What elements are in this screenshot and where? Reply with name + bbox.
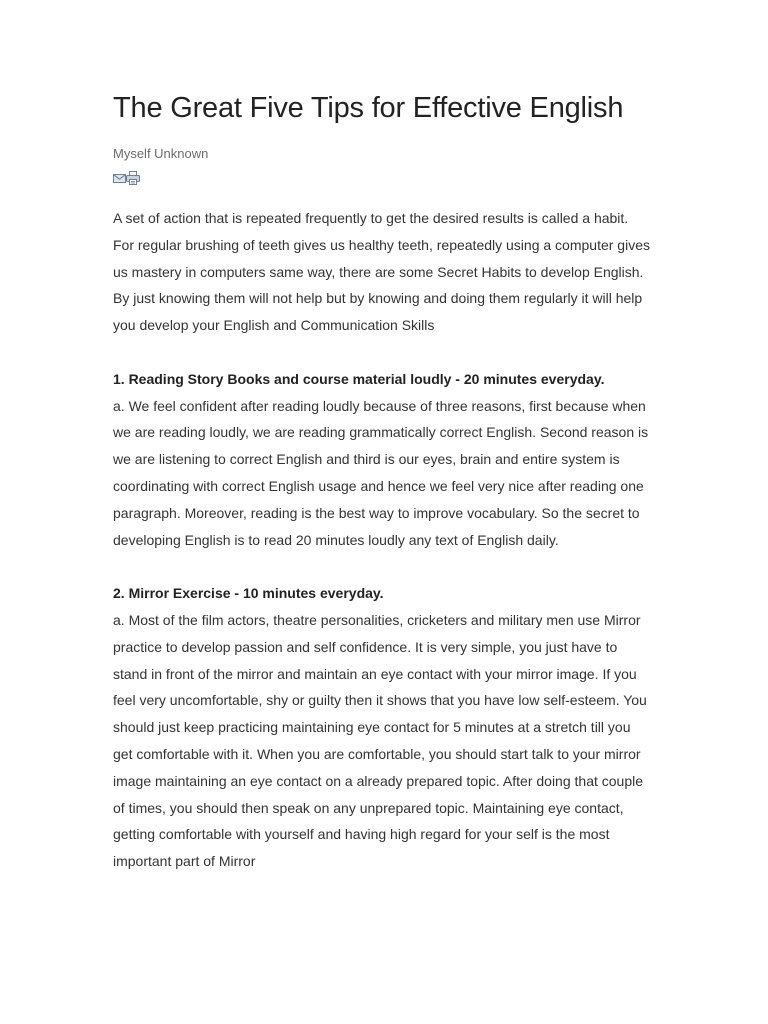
email-icon[interactable] [113,173,126,184]
print-icon[interactable] [126,171,140,185]
section-2-heading: 2. Mirror Exercise - 10 minutes everyday. [113,585,384,602]
section-1 [113,366,653,554]
section-2 [113,580,653,875]
share-icons [113,170,140,186]
intro-paragraph: A set of action that is repeated frequently to get the desired results is called a habit. For regular brushing of teeth gives us healthy teeth, repeatedly using a computer gives us mastery in computers same way, there are some Secret Habits to develop English. By just knowing them will not help but by knowing and doing them regularly it will help you develop your English and Communication Skills [113,210,650,334]
section-2-body: a. Most of the film actors, theatre personalities, cricketers and military men use Mirror practice to develop passion and self confidence. It is very simple, you just have to stand in front of the mirror and maintain an eye contact with your mirror image. If you feel very uncomfortable, shy or guilty then it shows that you have low self-esteem. You should just keep practicing maintaining eye contact for 5 minutes at a stretch till you get comfortable with it. When you are comfortable, you should start talk to your mirror image maintaining an eye contact on a already prepared topic. After doing that couple of times, you should then speak on any unprepared topic. Maintaining eye contact, getting comfortable with yourself and having high regard for your self is the most important part of Mirror [113,611,647,870]
article-title: The Great Five Tips for Effective English [113,92,624,124]
article-author[interactable]: Myself Unknown [113,146,209,161]
section-1-body: a. We feel confident after reading loudly because of three reasons, first because when we are reading loudly, we are reading grammatically correct English. Second reason is we are listening to correct English and third is our eyes, brain and entire system is coordinating with correct English usage and hence we feel very nice after reading one paragraph. Moreover, reading is the best way to improve vocabulary. So the secret to developing English is to read 20 minutes loudly any text of English daily. [113,397,649,548]
section-1-heading: 1. Reading Story Books and course material loudly - 20 minutes everyday. [113,370,605,387]
article-body [113,205,653,902]
